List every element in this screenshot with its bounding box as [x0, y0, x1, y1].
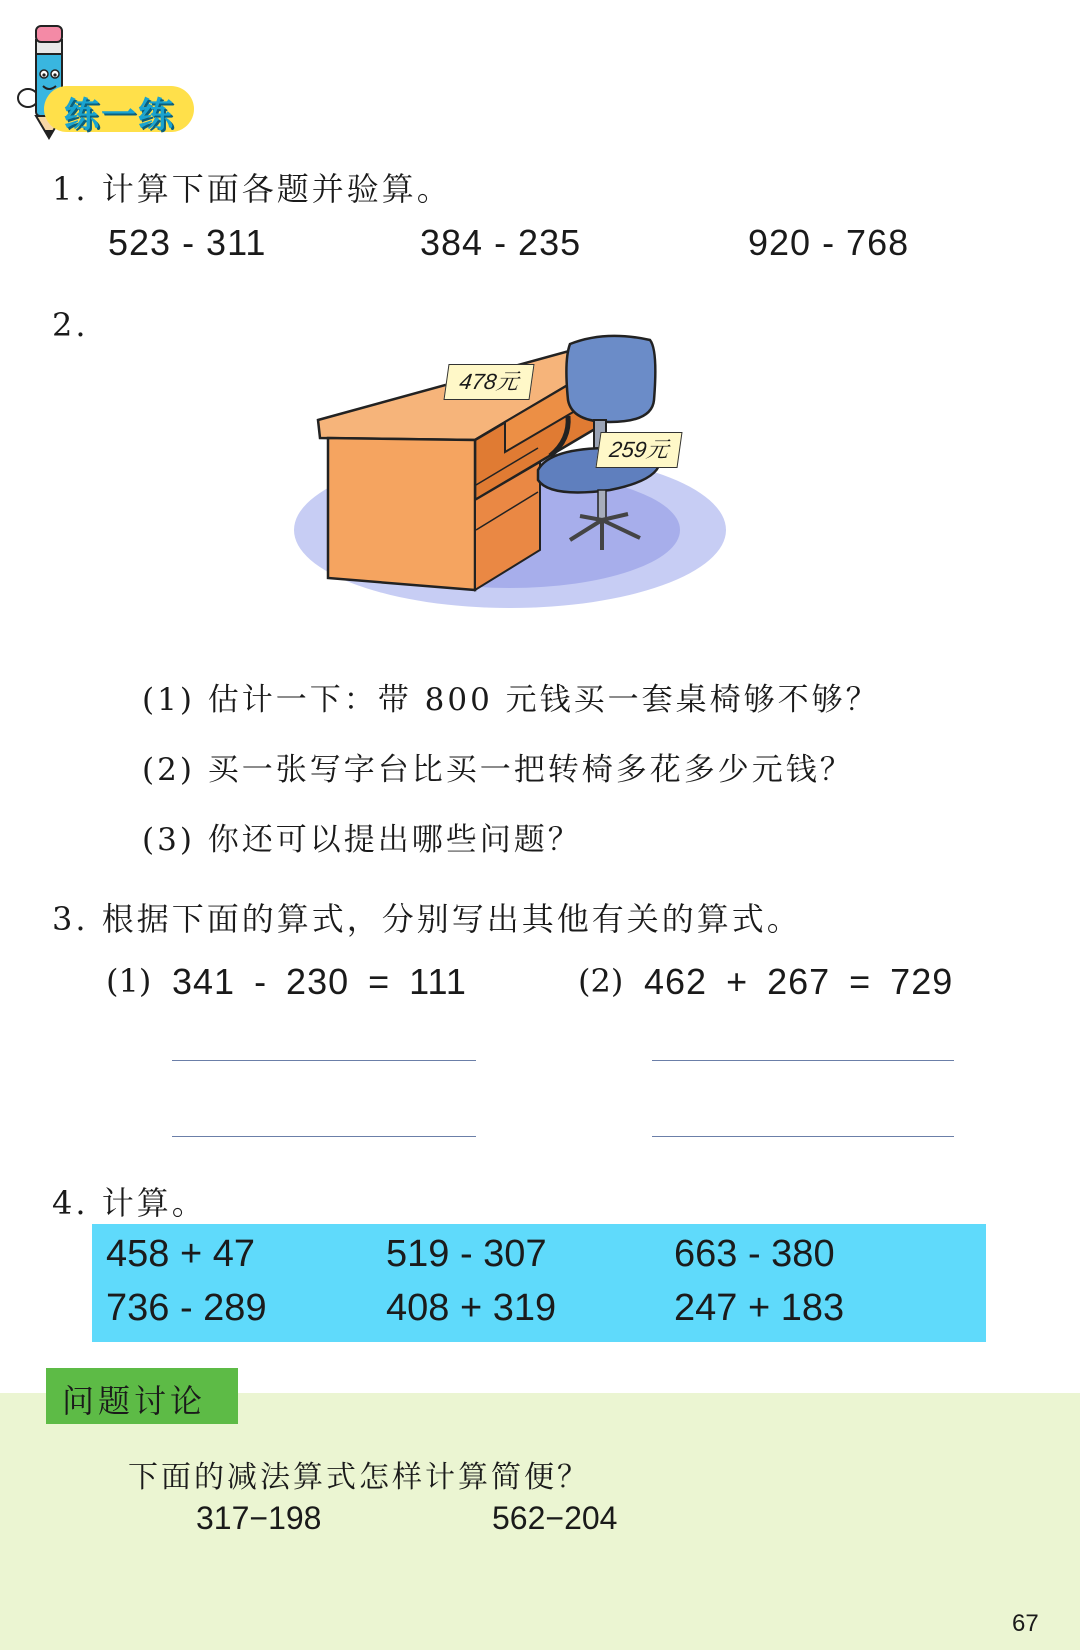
q2-sub-question: (2) 买一张写字台比买一把转椅多花多少元钱？ [142, 752, 854, 788]
chair-price-tag [595, 432, 682, 468]
answer-line[interactable] [172, 1060, 476, 1061]
calc-item: 663 - 380 [674, 1233, 835, 1275]
calc-item: 519 - 307 [386, 1233, 547, 1275]
q3-equation-2: 462 + 267 = 729 [644, 961, 954, 1002]
discussion-label: 问题讨论 [62, 1382, 207, 1420]
answer-line[interactable] [652, 1136, 954, 1137]
calc-item: 247 + 183 [674, 1287, 845, 1329]
q2-sub-question: (1) 估计一下：带 800 元钱买一套桌椅够不够？ [142, 682, 880, 718]
answer-line[interactable] [652, 1060, 954, 1061]
q1-item: 384 - 235 [420, 222, 582, 263]
q3-eq2-label: (2) [578, 962, 624, 1000]
q3-eq1-label: (1) [106, 962, 152, 1000]
section-title: 练一练 [64, 96, 176, 136]
discussion-item: 562−204 [492, 1500, 618, 1536]
q3-equation-1: 341 - 230 = 111 [172, 961, 467, 1002]
page-number: 67 [1012, 1610, 1039, 1637]
calc-item: 408 + 319 [386, 1287, 557, 1329]
discussion-question: 下面的减法算式怎样计算简便？ [128, 1460, 590, 1495]
q1-item: 920 - 768 [748, 222, 910, 263]
question-3-text: 3. 根据下面的算式，分别写出其他有关的算式。 [52, 900, 802, 938]
chair-price: 259元 [607, 437, 671, 462]
question-4-text: 4. 计算。 [52, 1184, 207, 1222]
desk-price-tag [443, 364, 534, 400]
answer-line[interactable] [172, 1136, 476, 1137]
calc-item: 458 + 47 [106, 1233, 255, 1275]
question-1-text: 1. 计算下面各题并验算。 [52, 170, 452, 208]
discussion-item: 317−198 [196, 1500, 322, 1536]
question-2-number: 2. [52, 306, 89, 344]
q2-sub-question: (3) 你还可以提出哪些问题？ [142, 822, 582, 858]
q1-item: 523 - 311 [108, 222, 267, 263]
desk-price: 478元 [457, 369, 521, 394]
calc-item: 736 - 289 [106, 1287, 267, 1329]
